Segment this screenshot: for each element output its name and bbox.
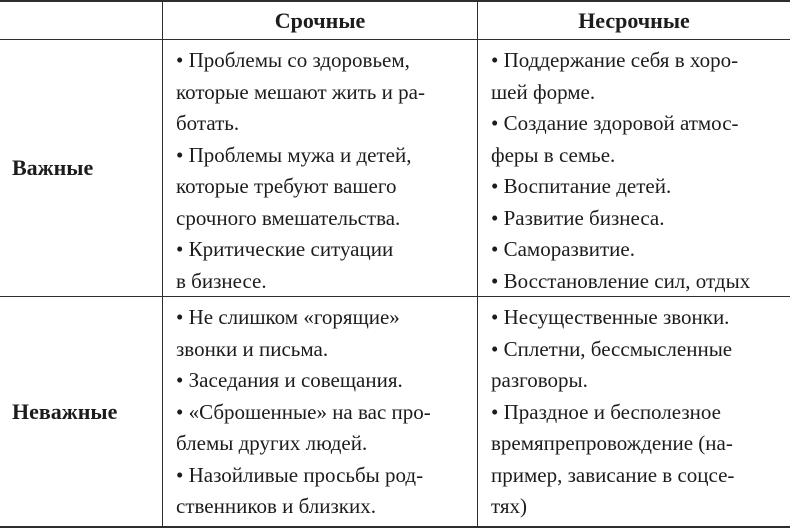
text-line: ственников и близких.	[176, 494, 376, 518]
cell-important-urgent	[162, 40, 477, 297]
text-line: в бизнесе.	[176, 268, 267, 293]
text-line: • Несущественные звонки.	[491, 305, 730, 329]
text-line: • Сплетни, бессмысленные	[491, 336, 733, 361]
text-line: • Проблемы мужа и детей,	[176, 142, 412, 167]
text-line: • Назойливые просьбы род-	[176, 462, 424, 487]
text-line: звонки и письма.	[176, 336, 329, 361]
text-line: разговоры.	[491, 368, 588, 392]
cell-not-important-not-urgent	[477, 297, 790, 526]
text-line: • Воспитание детей.	[491, 174, 672, 198]
text-line: • Создание здоровой атмос-	[491, 111, 739, 135]
text-line: феры в семье.	[491, 142, 616, 167]
text-line: блемы других людей.	[176, 431, 368, 455]
text-line: ботать.	[176, 111, 240, 135]
text-line: пример, зависание в соцсе-	[491, 462, 735, 487]
text-line: которые требуют вашего	[176, 174, 397, 198]
text-line: • Развитие бизнеса.	[491, 205, 665, 230]
row-label-important: Важные	[0, 40, 162, 297]
text-line: которые мешают жить и ра-	[176, 79, 425, 104]
text-line: • Не слишком «горящие»	[176, 305, 400, 329]
text-line: тях)	[491, 494, 528, 518]
corner-cell	[0, 2, 162, 40]
cell-important-not-urgent	[477, 40, 790, 297]
text-line: • Критические ситуации	[176, 237, 394, 261]
text-line: • Проблемы со здоровьем,	[176, 48, 410, 72]
text-line: шей форме.	[491, 79, 596, 104]
column-header-urgent: Срочные	[162, 2, 477, 40]
text-line: • Праздное и бесполезное	[491, 399, 721, 424]
text-line: • Саморазвитие.	[491, 237, 635, 261]
text-line: времяпрепровождение (на-	[491, 431, 733, 455]
column-header-not-urgent: Несрочные	[477, 2, 790, 40]
text-line: • Заседания и совещания.	[176, 368, 403, 392]
text-line: срочного вмешательства.	[176, 205, 401, 230]
text-line: • Поддержание себя в хоро-	[491, 48, 739, 72]
cell-not-important-urgent	[162, 297, 477, 526]
text-line: • Восстановление сил, отдых	[491, 268, 751, 293]
row-label-not-important: Неважные	[0, 297, 162, 526]
text-line: • «Сброшенные» на вас про-	[176, 399, 431, 424]
